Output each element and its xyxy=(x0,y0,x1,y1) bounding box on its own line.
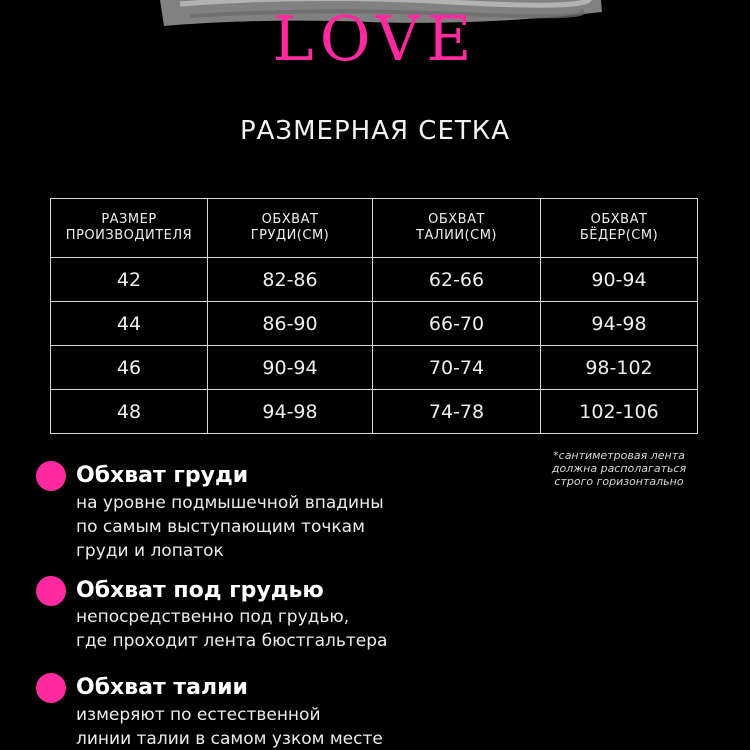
measurement-heading-underbust: Обхват под грудью xyxy=(76,578,324,603)
chest-cell: 86-90 xyxy=(208,302,373,346)
waist-cell: 70-74 xyxy=(373,346,541,390)
header-chest: ОБХВАТ ГРУДИ(СМ) xyxy=(208,199,373,258)
size-cell: 44 xyxy=(51,302,208,346)
measurement-heading-waist: Обхват талии xyxy=(76,675,248,700)
chest-cell: 82-86 xyxy=(208,258,373,302)
waist-cell: 62-66 xyxy=(373,258,541,302)
measurement-desc-chest: на уровне подмышечной впадины по самым выступающим точкам груди и лопаток xyxy=(76,493,384,561)
size-cell: 42 xyxy=(51,258,208,302)
bullet-dot-icon xyxy=(36,673,66,703)
table-row xyxy=(51,390,698,434)
waist-cell: 74-78 xyxy=(373,390,541,434)
hips-cell: 98-102 xyxy=(541,346,698,390)
header-manufacturer-size: РАЗМЕР ПРОИЗВОДИТЕЛЯ xyxy=(51,199,208,258)
brand-logo: LOVE xyxy=(272,2,478,75)
table-header-row xyxy=(51,199,698,258)
measuring-tape-note: *сантиметровая лента должна располагаться строго горизонтально xyxy=(551,449,687,488)
measurement-desc-waist: измеряют по естественной линии талии в самом узком месте xyxy=(76,705,383,749)
chest-cell: 94-98 xyxy=(208,390,373,434)
hips-cell: 102-106 xyxy=(541,390,698,434)
measurement-heading-chest: Обхват груди xyxy=(76,463,249,488)
hips-cell: 90-94 xyxy=(541,258,698,302)
table-row xyxy=(51,258,698,302)
chest-cell: 90-94 xyxy=(208,346,373,390)
size-cell: 48 xyxy=(51,390,208,434)
page-title: РАЗМЕРНАЯ СЕТКА xyxy=(239,116,511,146)
header-waist: ОБХВАТ ТАЛИИ(СМ) xyxy=(373,199,541,258)
bullet-dot-icon xyxy=(36,576,66,606)
size-chart-table xyxy=(50,198,698,434)
size-cell: 46 xyxy=(51,346,208,390)
bullet-dot-icon xyxy=(36,461,66,491)
table-row xyxy=(51,346,698,390)
table-row xyxy=(51,302,698,346)
hips-cell: 94-98 xyxy=(541,302,698,346)
waist-cell: 66-70 xyxy=(373,302,541,346)
measurement-desc-underbust: непосредственно под грудью, где проходит лента бюстгальтера xyxy=(76,607,388,651)
header-hips: ОБХВАТ БЁДЕР(СМ) xyxy=(541,199,698,258)
